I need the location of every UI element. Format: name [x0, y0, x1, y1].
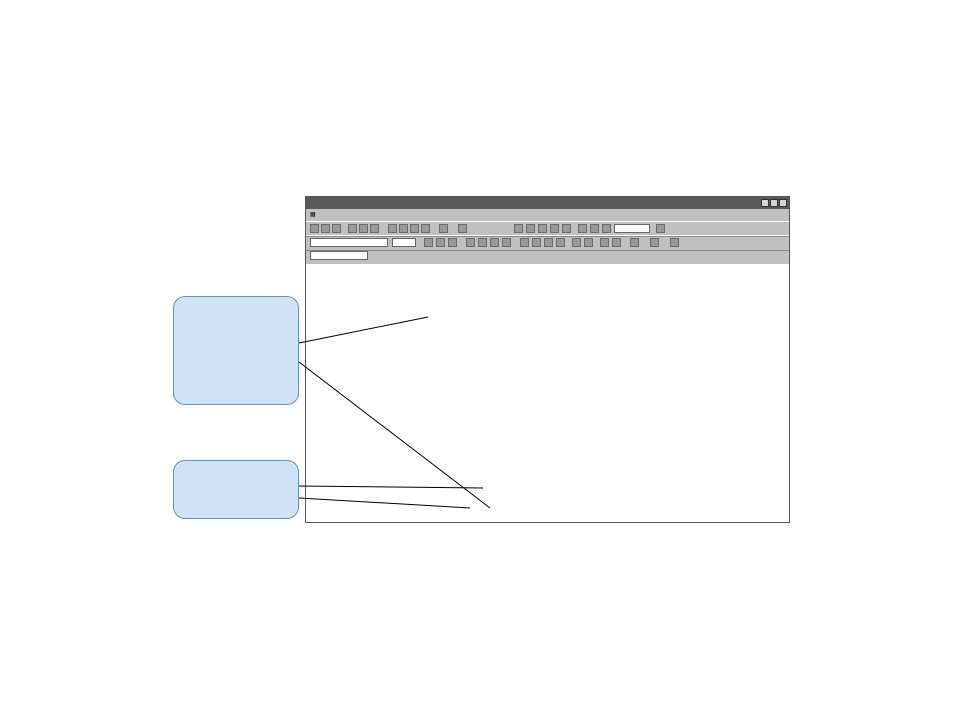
euro-icon[interactable] — [532, 238, 541, 247]
fill-color-icon[interactable] — [650, 238, 659, 247]
close-button[interactable] — [779, 199, 787, 207]
formula-bar — [306, 250, 789, 262]
excel-window — [305, 196, 790, 523]
paste-icon[interactable] — [410, 224, 419, 233]
copy-icon[interactable] — [399, 224, 408, 233]
excel-doc-icon: ▦ — [310, 212, 316, 218]
hyperlink-icon[interactable] — [514, 224, 523, 233]
save-icon[interactable] — [332, 224, 341, 233]
formatting-toolbar — [306, 235, 789, 251]
menu-bar — [306, 209, 789, 221]
decrease-indent-icon[interactable] — [600, 238, 609, 247]
italic-icon[interactable] — [436, 238, 445, 247]
preview-icon[interactable] — [359, 224, 368, 233]
name-box[interactable] — [310, 251, 368, 260]
borders-icon[interactable] — [630, 238, 639, 247]
chart-wizard-icon[interactable] — [578, 224, 587, 233]
print-icon[interactable] — [348, 224, 357, 233]
format-painter-icon[interactable] — [421, 224, 430, 233]
underline-icon[interactable] — [448, 238, 457, 247]
font-size-select[interactable] — [392, 238, 416, 247]
undo-icon[interactable] — [439, 224, 448, 233]
cut-icon[interactable] — [388, 224, 397, 233]
merge-center-icon[interactable] — [502, 238, 511, 247]
increase-indent-icon[interactable] — [612, 238, 621, 247]
redo-icon[interactable] — [458, 224, 467, 233]
sort-descending-icon[interactable] — [562, 224, 571, 233]
align-center-icon[interactable] — [478, 238, 487, 247]
font-name-select[interactable] — [310, 238, 388, 247]
align-right-icon[interactable] — [490, 238, 499, 247]
comma-icon[interactable] — [556, 238, 565, 247]
align-left-icon[interactable] — [466, 238, 475, 247]
decrease-decimal-icon[interactable] — [584, 238, 593, 247]
drawing-icon[interactable] — [602, 224, 611, 233]
value-cells-callout — [173, 460, 299, 519]
minimize-button[interactable] — [761, 199, 769, 207]
sort-ascending-icon[interactable] — [550, 224, 559, 233]
autosum-icon[interactable] — [526, 224, 535, 233]
open-icon[interactable] — [321, 224, 330, 233]
map-icon[interactable] — [590, 224, 599, 233]
font-color-icon[interactable] — [670, 238, 679, 247]
excel-titlebar — [306, 197, 789, 209]
zoom-select[interactable] — [614, 224, 650, 233]
percent-icon[interactable] — [544, 238, 553, 247]
worksheet-grid[interactable] — [306, 264, 789, 522]
maximize-button[interactable] — [770, 199, 778, 207]
bold-icon[interactable] — [424, 238, 433, 247]
spelling-icon[interactable] — [370, 224, 379, 233]
help-icon[interactable] — [656, 224, 665, 233]
increase-decimal-icon[interactable] — [572, 238, 581, 247]
function-icon[interactable] — [538, 224, 547, 233]
currency-icon[interactable] — [520, 238, 529, 247]
new-icon[interactable] — [310, 224, 319, 233]
formula-cells-callout — [173, 296, 299, 405]
